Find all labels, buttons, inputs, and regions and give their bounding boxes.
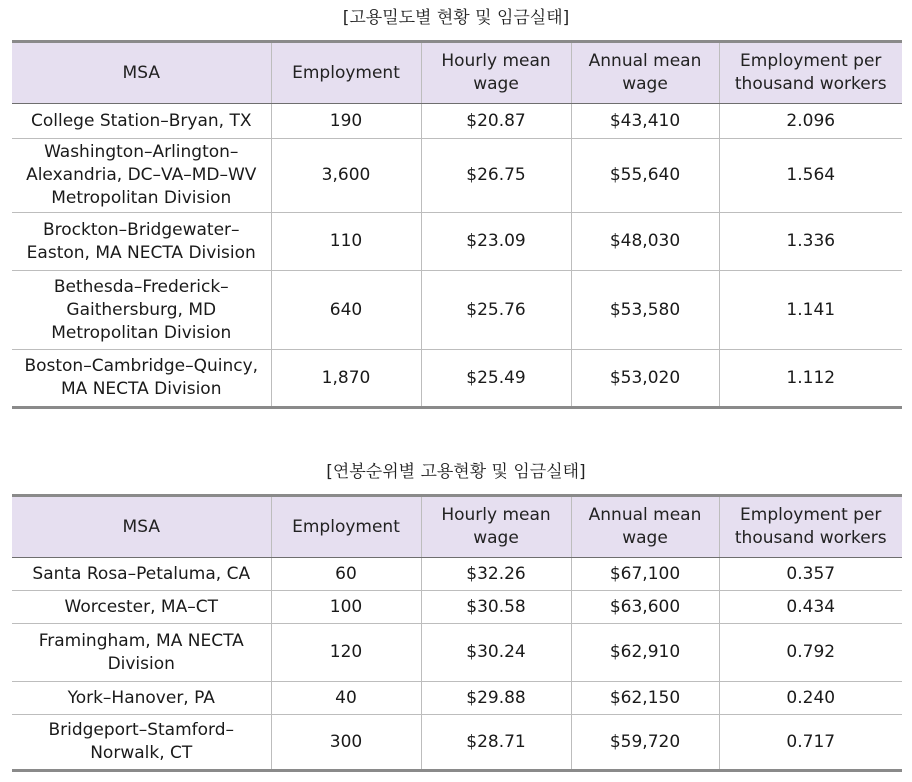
header-row [12,496,902,558]
cell-hourly-wage: $20.87 [421,104,571,139]
header-msa: MSA [12,496,271,558]
cell-employment: 110 [271,213,421,271]
header-employment-per-thousand: Employment per thousand workers [719,496,902,558]
cell-employment-per-thousand: 1.112 [719,350,902,408]
cell-msa: Boston–Cambridge–Quincy, MA NECTA Division [12,350,271,408]
cell-annual-wage: $62,150 [571,682,719,715]
cell-employment: 300 [271,715,421,771]
cell-msa: Washington–Arlington–Alexandria, DC–VA–MD–WV Metropolitan Division [12,139,271,213]
cell-annual-wage: $53,580 [571,271,719,350]
cell-employment-per-thousand: 0.357 [719,558,902,591]
header-row [12,42,902,104]
cell-employment-per-thousand: 1.141 [719,271,902,350]
cell-employment-per-thousand: 0.240 [719,682,902,715]
table-row [12,715,902,771]
cell-annual-wage: $55,640 [571,139,719,213]
header-employment-per-thousand: Employment per thousand workers [719,42,902,104]
cell-msa: York–Hanover, PA [12,682,271,715]
header-msa: MSA [12,42,271,104]
cell-hourly-wage: $30.24 [421,624,571,682]
cell-msa: Bethesda–Frederick–Gaithersburg, MD Metropolitan Division [12,271,271,350]
table-row [12,350,902,408]
cell-employment: 60 [271,558,421,591]
cell-employment: 40 [271,682,421,715]
employment-density-table [12,40,902,409]
header-employment: Employment [271,496,421,558]
table-row [12,271,902,350]
table-row [12,682,902,715]
cell-hourly-wage: $25.49 [421,350,571,408]
table-row [12,558,902,591]
table-2-caption: [연봉순위별 고용현황 및 임금실태] [326,462,586,482]
cell-employment-per-thousand: 0.792 [719,624,902,682]
cell-hourly-wage: $28.71 [421,715,571,771]
cell-hourly-wage: $26.75 [421,139,571,213]
table-row [12,104,902,139]
cell-employment: 3,600 [271,139,421,213]
header-annual-wage: Annual mean wage [571,496,719,558]
cell-employment-per-thousand: 0.717 [719,715,902,771]
cell-employment-per-thousand: 0.434 [719,591,902,624]
cell-annual-wage: $48,030 [571,213,719,271]
table-1-caption: [고용밀도별 현황 및 임금실태] [342,8,570,28]
cell-hourly-wage: $32.26 [421,558,571,591]
cell-msa: College Station–Bryan, TX [30,110,252,131]
table-row [12,624,902,682]
header-annual-wage: Annual mean wage [571,42,719,104]
cell-msa: Worcester, MA–CT [12,591,271,624]
cell-employment-per-thousand: 2.096 [719,104,902,139]
cell-hourly-wage: $29.88 [421,682,571,715]
annual-salary-rank-table [12,494,902,772]
cell-annual-wage: $63,600 [571,591,719,624]
cell-msa: Framingham, MA NECTA Division [12,624,271,682]
cell-employment: 100 [271,591,421,624]
cell-employment-per-thousand: 1.336 [719,213,902,271]
header-hourly-wage: Hourly mean wage [421,496,571,558]
cell-annual-wage: $67,100 [571,558,719,591]
cell-employment: 640 [271,271,421,350]
cell-employment: 1,870 [271,350,421,408]
table-row [12,139,902,213]
header-hourly-wage: Hourly mean wage [421,42,571,104]
cell-msa: Brockton–Bridgewater–Easton, MA NECTA Division [12,213,271,271]
cell-annual-wage: $53,020 [571,350,719,408]
cell-employment: 190 [271,104,421,139]
cell-annual-wage: $43,410 [571,104,719,139]
cell-employment-per-thousand: 1.564 [719,139,902,213]
table-row [12,591,902,624]
cell-hourly-wage: $25.76 [421,271,571,350]
cell-msa: Santa Rosa–Petaluma, CA [32,563,251,584]
table-row [12,213,902,271]
cell-hourly-wage: $30.58 [421,591,571,624]
cell-msa: Bridgeport–Stamford–Norwalk, CT [12,715,271,771]
header-employment: Employment [271,42,421,104]
cell-annual-wage: $62,910 [571,624,719,682]
cell-annual-wage: $59,720 [571,715,719,771]
cell-employment: 120 [271,624,421,682]
cell-hourly-wage: $23.09 [421,213,571,271]
